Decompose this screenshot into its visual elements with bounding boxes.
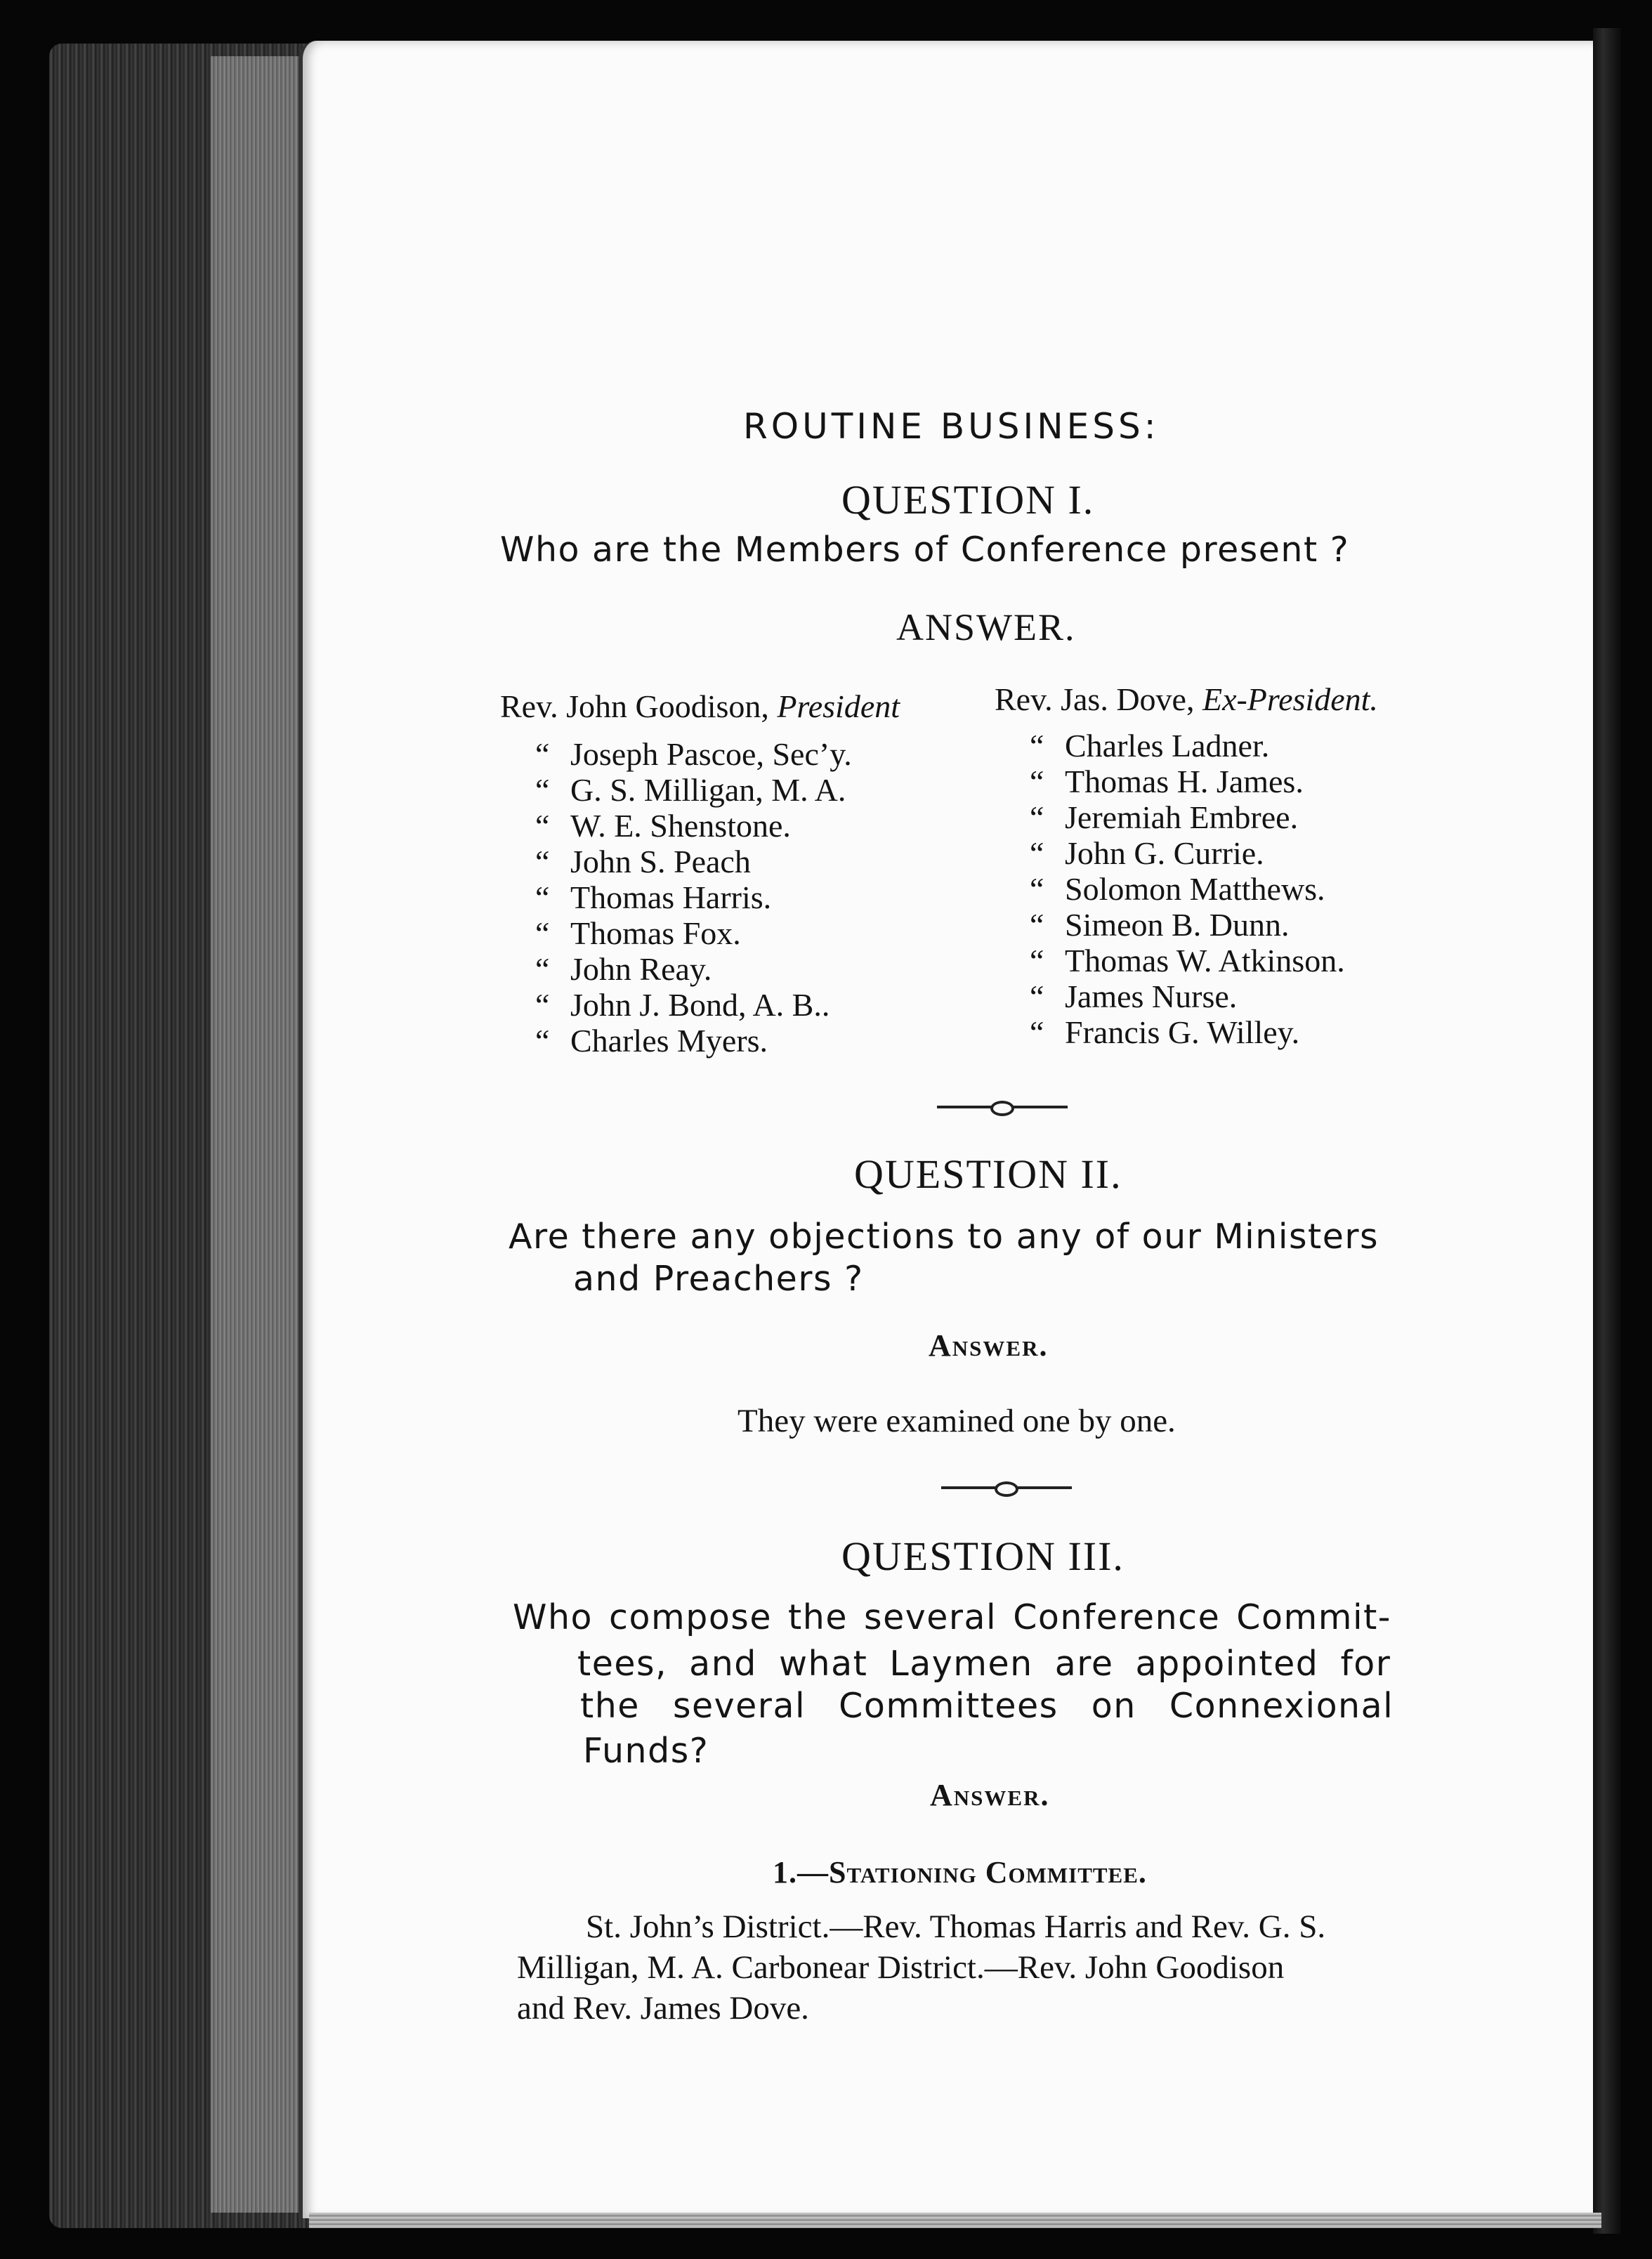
divider-ornament-icon — [995, 1481, 1018, 1497]
left-lead-name: Rev. John Goodison, — [500, 688, 769, 724]
right-lead-title: Ex-President. — [1202, 681, 1378, 717]
left-members-list — [535, 736, 852, 1059]
question-3-text-line-3: the several Committees on Connexional — [580, 1686, 1394, 1726]
question-1-heading: QUESTION I. — [841, 477, 1095, 523]
question-2-text-line-1: Are there any objections to any of our Ministers — [509, 1217, 1379, 1257]
list-item: “ Simeon B. Dunn. — [1030, 907, 1290, 943]
list-item: “ Thomas W. Atkinson. — [1030, 943, 1345, 978]
stationing-committee-heading: 1.—Stationing Committee. — [773, 1855, 1147, 1890]
question-3-answer-heading: Answer. — [930, 1778, 1050, 1812]
question-2-answer-text: They were examined one by one. — [738, 1403, 1176, 1439]
list-item: “ James Nurse. — [1030, 978, 1238, 1014]
list-item: “ John J. Bond, A. B.. — [535, 987, 830, 1023]
question-1-text: Who are the Members of Conference present ? — [500, 530, 1350, 570]
list-item: “ W. E. Shenstone. — [535, 808, 791, 844]
stationing-committee-line-2: Milligan, M. A. Carbonear District.—Rev. John Goodison — [517, 1949, 1285, 1986]
right-members-list — [1030, 728, 1345, 1050]
right-lead-member — [995, 681, 1378, 717]
right-lead-name: Rev. Jas. Dove, — [995, 681, 1195, 717]
stationing-committee-line-3: and Rev. James Dove. — [517, 1990, 809, 2026]
list-item: “ Charles Myers. — [535, 1023, 768, 1059]
left-lead-member — [500, 688, 900, 724]
list-item: “ Thomas Harris. — [535, 879, 772, 915]
list-item: “ John S. Peach — [535, 844, 751, 879]
question-3-text-line-1: Who compose the several Conference Commit- — [513, 1597, 1391, 1637]
question-1-answer-heading: ANSWER. — [896, 606, 1076, 648]
list-item: “ Joseph Pascoe, Sec’y. — [535, 736, 852, 772]
list-item: “ G. S. Milligan, M. A. — [535, 772, 846, 808]
routine-business-heading: ROUTINE BUSINESS: — [743, 406, 1160, 447]
left-lead-title: President — [777, 688, 900, 724]
question-2-text-line-2: and Preachers ? — [573, 1259, 864, 1299]
question-2-answer-heading: Answer. — [929, 1328, 1049, 1363]
question-3-text-line-4: Funds? — [583, 1731, 709, 1771]
list-item: “ John G. Currie. — [1030, 835, 1264, 871]
list-item: “ Thomas Fox. — [535, 915, 741, 951]
list-item: “ Francis G. Willey. — [1030, 1014, 1300, 1050]
list-item: “ Jeremiah Embree. — [1030, 799, 1299, 835]
stationing-committee-line-1: St. John’s District.—Rev. Thomas Harris and Rev. G. S. — [586, 1908, 1326, 1945]
divider-ornament-icon — [990, 1101, 1014, 1116]
list-item: “ John Reay. — [535, 951, 712, 987]
list-item: “ Thomas H. James. — [1030, 764, 1304, 799]
question-3-heading: QUESTION III. — [841, 1533, 1125, 1579]
list-item: “ Solomon Matthews. — [1030, 871, 1325, 907]
list-item: “ Charles Ladner. — [1030, 728, 1270, 764]
question-3-text-line-2: tees, and what Laymen are appointed for — [577, 1644, 1391, 1684]
question-2-heading: QUESTION II. — [854, 1151, 1122, 1197]
